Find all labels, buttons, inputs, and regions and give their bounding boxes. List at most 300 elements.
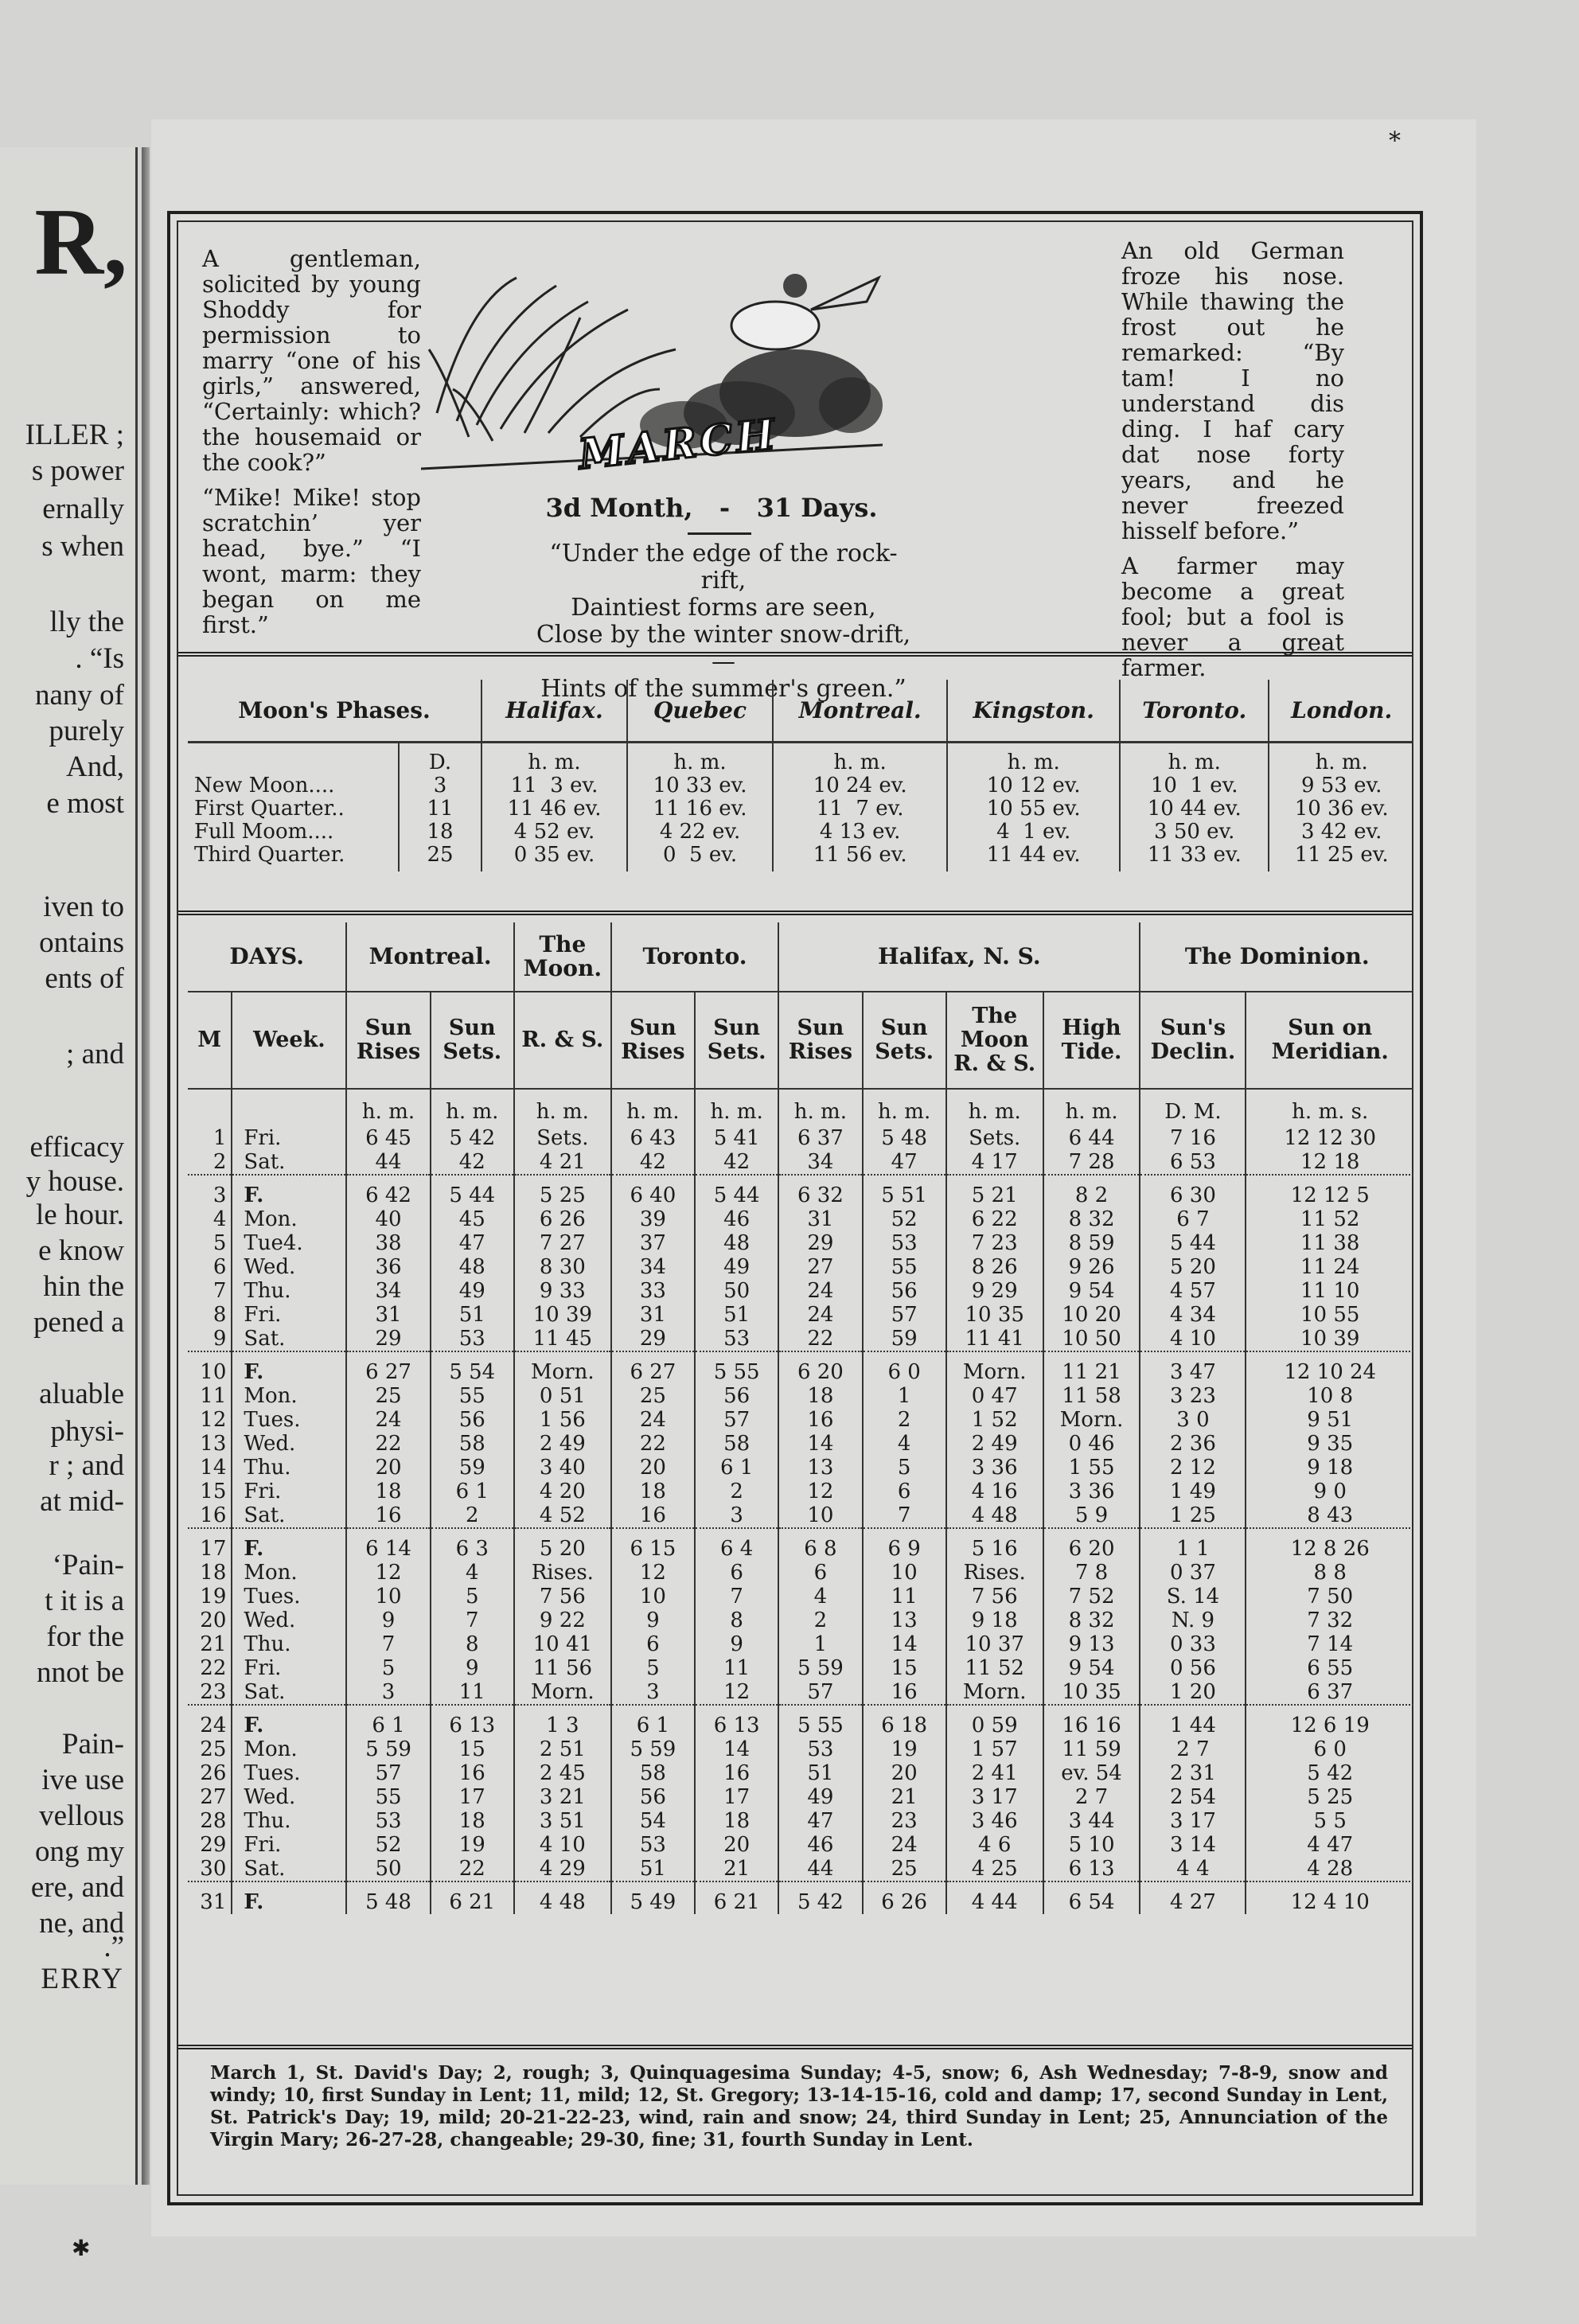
sunrise: 3 — [346, 1680, 430, 1705]
sunrise: 31 — [778, 1207, 862, 1231]
sunrise: 7 — [346, 1632, 430, 1656]
sunrise: 46 — [778, 1833, 862, 1857]
sunset: 17 — [431, 1785, 514, 1809]
high-tide: 9 13 — [1043, 1632, 1140, 1656]
sunset: 5 44 — [695, 1175, 778, 1207]
sunset: 5 48 — [863, 1126, 946, 1150]
sun-on-meridian: 6 55 — [1307, 1656, 1354, 1680]
sunrise: 53 — [346, 1809, 430, 1833]
high-tide: 7 8 — [1043, 1561, 1140, 1585]
moon-rise-set: 1 3 — [514, 1705, 611, 1737]
sunrise: 51 — [611, 1857, 695, 1881]
high-tide: 9 26 — [1043, 1255, 1140, 1279]
city-times — [627, 743, 773, 872]
sunset: 10 — [863, 1561, 946, 1585]
sunset: 6 0 — [863, 1351, 946, 1384]
sun-declination: 1 1 — [1140, 1528, 1246, 1561]
sunrise: 16 — [346, 1503, 430, 1528]
previous-page-text-fragment: e most — [46, 787, 124, 820]
high-tide: 6 20 — [1043, 1528, 1140, 1561]
moon-rise-set: 2 49 — [946, 1432, 1043, 1456]
sun-on-meridian: 5 42 — [1307, 1761, 1354, 1785]
anecdote-paragraph: A gentleman, solicited by young Shoddy for permission to marry “one of his girls,” answered, “Certainly: which? the housemaid or the cook?” — [202, 245, 421, 476]
moon-rise-set: Morn. — [946, 1680, 1043, 1705]
almanac-row — [188, 1809, 1413, 1833]
sunrise: 31 — [611, 1303, 695, 1327]
sunset: 8 — [695, 1608, 778, 1632]
sun-on-meridian: 12 10 24 — [1246, 1351, 1413, 1384]
sun-declination: 2 36 — [1140, 1432, 1246, 1456]
almanac-row — [188, 1150, 1413, 1175]
sunrise: 13 — [778, 1456, 862, 1480]
moon-rise-set: 3 46 — [946, 1809, 1043, 1833]
sunset: 20 — [695, 1833, 778, 1857]
day-number: 8 — [188, 1303, 232, 1327]
almanac-row — [188, 1408, 1413, 1432]
previous-page-text-fragment: ‘Pain- — [52, 1549, 124, 1581]
sun-on-meridian: 12 12 5 — [1246, 1175, 1413, 1207]
sunset: 5 41 — [695, 1126, 778, 1150]
moon-rise-set: 2 45 — [514, 1761, 611, 1785]
almanac-row — [188, 1255, 1413, 1279]
sun-declination: 5 44 — [1140, 1231, 1246, 1255]
march-vignette-illustration — [421, 254, 883, 485]
sunset: 5 55 — [695, 1351, 778, 1384]
previous-page-text-fragment: And, — [66, 751, 124, 783]
section-divider — [178, 910, 1412, 915]
high-tide: 8 2 — [1043, 1175, 1140, 1207]
sunset: 6 18 — [863, 1705, 946, 1737]
sun-on-meridian: 12 4 10 — [1246, 1881, 1413, 1914]
sunset: 59 — [431, 1456, 514, 1480]
unit-label: h. m. — [1007, 751, 1060, 774]
high-tide: 8 32 — [1043, 1608, 1140, 1632]
previous-page-text-fragment: ere, and — [30, 1871, 124, 1904]
sun-declination: 7 16 — [1140, 1126, 1246, 1150]
col-header-sunset: Sun Sets. — [863, 992, 946, 1089]
day-number: 12 — [188, 1408, 232, 1432]
almanac-row — [188, 1303, 1413, 1327]
previous-page-text-fragment: ; and — [66, 1038, 124, 1070]
weekday: Fri. — [232, 1480, 346, 1503]
col-header-sunset: Sun Sets. — [695, 992, 778, 1089]
moon-rise-set: 0 59 — [946, 1705, 1043, 1737]
sun-on-meridian: 6 37 — [1307, 1680, 1354, 1704]
unit-label: h. m. — [778, 1089, 862, 1126]
moon-rise-set: Sets. — [514, 1126, 611, 1150]
sunrise: 6 27 — [346, 1351, 430, 1384]
day-number: 14 — [188, 1456, 232, 1480]
weekday: Mon. — [232, 1737, 346, 1761]
previous-page-text-fragment: ents of — [45, 962, 124, 995]
phases-row — [188, 743, 1413, 872]
sunrise: 6 — [778, 1561, 862, 1585]
unit-label: h. m. — [528, 751, 581, 774]
day-number: 28 — [188, 1809, 232, 1833]
sunrise: 5 59 — [611, 1737, 695, 1761]
sunrise: 6 15 — [611, 1528, 695, 1561]
moon-rise-set: 10 41 — [514, 1632, 611, 1656]
sunrise: 6 40 — [611, 1175, 695, 1207]
sunrise: 22 — [778, 1327, 862, 1351]
weekday: Thu. — [232, 1456, 346, 1480]
sun-declination: 2 54 — [1140, 1785, 1246, 1809]
weekday: F. — [232, 1528, 346, 1561]
sunset: 5 — [863, 1456, 946, 1480]
sunrise: 4 — [778, 1585, 862, 1608]
phase-time: 11 7 ev. — [816, 797, 904, 821]
day-number: 18 — [188, 1561, 232, 1585]
sunrise: 5 59 — [346, 1737, 430, 1761]
moon-rise-set: 1 52 — [946, 1408, 1043, 1432]
sunrise: 6 32 — [778, 1175, 862, 1207]
sunset: 50 — [695, 1279, 778, 1303]
moon-rise-set: 10 39 — [514, 1303, 611, 1327]
almanac-frame — [167, 211, 1423, 2205]
sun-on-meridian: 12 18 — [1300, 1150, 1360, 1174]
phase-time: 10 24 ev. — [813, 774, 907, 797]
sunrise: 38 — [346, 1231, 430, 1255]
sunset: 58 — [431, 1432, 514, 1456]
sunset: 19 — [863, 1737, 946, 1761]
almanac-row — [188, 1503, 1413, 1528]
phase-time: 11 33 ev. — [1147, 843, 1242, 867]
day-number: 15 — [188, 1480, 232, 1503]
sunrise: 14 — [778, 1432, 862, 1456]
sunset: 6 1 — [431, 1480, 514, 1503]
sunset: 16 — [863, 1680, 946, 1705]
almanac-row — [188, 1207, 1413, 1231]
sunrise: 5 — [346, 1656, 430, 1680]
phase-time: 11 3 ev. — [510, 774, 598, 797]
sunrise: 5 49 — [611, 1881, 695, 1914]
sun-on-meridian: 12 8 26 — [1246, 1528, 1413, 1561]
day-number: 7 — [188, 1279, 232, 1303]
col-header-weekday: Week. — [232, 992, 346, 1089]
sun-declination: 0 33 — [1140, 1632, 1246, 1656]
phase-time: 10 33 ev. — [653, 774, 747, 797]
sunrise: 6 37 — [778, 1126, 862, 1150]
sunset: 11 — [431, 1680, 514, 1705]
almanac-row — [188, 1680, 1413, 1705]
phase-name: New Moon.... — [194, 774, 335, 797]
phase-time: 0 5 ev. — [662, 843, 738, 867]
sun-on-meridian: 12 12 30 — [1284, 1126, 1377, 1150]
high-tide: 3 44 — [1043, 1809, 1140, 1833]
sun-on-meridian: 6 0 — [1313, 1737, 1347, 1761]
moon-rise-set: 4 20 — [514, 1480, 611, 1503]
weekday: Wed. — [232, 1608, 346, 1632]
moon-rise-set: 11 56 — [514, 1656, 611, 1680]
sunset: 7 — [695, 1585, 778, 1608]
sunset: 52 — [863, 1207, 946, 1231]
almanac-row — [188, 1632, 1413, 1656]
day-number: 5 — [188, 1231, 232, 1255]
phase-time: 4 13 ev. — [819, 820, 901, 844]
anecdote-paragraph: A farmer may become a great fool; but a fool is never a great farmer. — [1121, 552, 1344, 681]
unit-label: h. m. — [431, 1089, 514, 1126]
phase-time: 10 55 ev. — [986, 797, 1081, 821]
phase-names — [188, 743, 399, 872]
moon-rise-set: 2 49 — [514, 1432, 611, 1456]
weekday: Fri. — [232, 1303, 346, 1327]
phase-time: 11 44 ev. — [986, 843, 1081, 867]
high-tide: 8 59 — [1043, 1231, 1140, 1255]
sun-on-meridian: 7 50 — [1307, 1585, 1354, 1608]
moon-rise-set: 0 47 — [946, 1384, 1043, 1408]
sun-declination: 3 0 — [1140, 1408, 1246, 1432]
city-header: Kingston. — [947, 680, 1120, 743]
col-header-sunrise: Sun Rises — [778, 992, 862, 1089]
group-header-moon: The Moon. — [514, 922, 611, 992]
previous-page-text-fragment: pened a — [33, 1306, 124, 1339]
sunrise: 6 20 — [778, 1351, 862, 1384]
poem-line: Close by the winter snow-drift,— — [536, 621, 911, 676]
sunrise: 6 42 — [346, 1175, 430, 1207]
col-header-sunset: Sun Sets. — [431, 992, 514, 1089]
moon-rise-set: 4 17 — [946, 1150, 1043, 1175]
previous-page-text-fragment: hin the — [43, 1270, 124, 1303]
sunset: 6 26 — [863, 1881, 946, 1914]
city-times — [773, 743, 947, 872]
high-tide: 10 20 — [1043, 1303, 1140, 1327]
moon-rise-set: 1 56 — [514, 1408, 611, 1432]
unit-label: D. — [428, 751, 452, 774]
moon-rise-set: Morn. — [514, 1680, 611, 1705]
sunrise: 31 — [346, 1303, 430, 1327]
sunset: 11 — [695, 1656, 778, 1680]
sunrise: 44 — [346, 1150, 430, 1175]
sun-declination: S. 14 — [1140, 1585, 1246, 1608]
previous-page-text-fragment: Pain- — [61, 1728, 124, 1761]
weekday: Wed. — [232, 1785, 346, 1809]
day-number: 4 — [188, 1207, 232, 1231]
sunrise: 33 — [611, 1279, 695, 1303]
previous-page-text-fragment: ERRY — [41, 1963, 124, 1995]
sunset: 6 13 — [695, 1705, 778, 1737]
high-tide: 10 50 — [1043, 1327, 1140, 1351]
anecdote-paragraph: “Mike! Mike! stop scratchin’ yer head, bye.” “I wont, marm: they began on me first.” — [202, 484, 421, 638]
sunrise: 5 48 — [346, 1881, 430, 1914]
sunrise: 24 — [778, 1279, 862, 1303]
day-number: 2 — [188, 1150, 232, 1175]
poem-line: Daintiest forms are seen, — [571, 594, 876, 622]
sunset: 56 — [431, 1408, 514, 1432]
day-number: 26 — [188, 1761, 232, 1785]
sunset: 59 — [863, 1327, 946, 1351]
sunrise: 12 — [778, 1480, 862, 1503]
previous-page-text-fragment: efficacy — [29, 1131, 124, 1164]
sunrise: 25 — [611, 1384, 695, 1408]
moon-rise-set: 11 52 — [946, 1656, 1043, 1680]
grass-blade — [524, 318, 580, 433]
wind-figure — [731, 274, 879, 349]
sunset: 18 — [695, 1809, 778, 1833]
phase-time: 11 25 ev. — [1294, 843, 1389, 867]
sunrise: 29 — [346, 1327, 430, 1351]
previous-page-text-fragment: vellous — [39, 1800, 124, 1832]
previous-page-text-fragment: purely — [49, 715, 124, 747]
high-tide: 5 10 — [1043, 1833, 1140, 1857]
phase-day: 11 — [427, 797, 454, 821]
group-header-days: DAYS. — [188, 922, 346, 992]
month-banner: MARCH — [575, 409, 781, 479]
high-tide: 5 9 — [1043, 1503, 1140, 1528]
sun-declination: 4 57 — [1140, 1279, 1246, 1303]
sunset: 6 21 — [431, 1881, 514, 1914]
sunrise: 20 — [611, 1456, 695, 1480]
weekday: Tue4. — [232, 1231, 346, 1255]
sun-on-meridian: 9 35 — [1307, 1432, 1354, 1456]
moon-rise-set: 3 36 — [946, 1456, 1043, 1480]
moon-phases-table — [188, 680, 1413, 872]
page-binding — [142, 147, 150, 2185]
right-anecdote — [1121, 238, 1344, 690]
weekday: Fri. — [232, 1656, 346, 1680]
sun-declination: 0 37 — [1140, 1561, 1246, 1585]
sunset: 4 — [431, 1561, 514, 1585]
city-header: Toronto. — [1120, 680, 1269, 743]
sunrise: 10 — [346, 1585, 430, 1608]
unit-label: h. m. — [695, 1089, 778, 1126]
sunrise: 55 — [346, 1785, 430, 1809]
moon-rise-set: 9 29 — [946, 1279, 1043, 1303]
sunrise: 42 — [611, 1150, 695, 1175]
weekday: Fri. — [232, 1833, 346, 1857]
sunrise: 6 — [611, 1632, 695, 1656]
sun-on-meridian: 11 24 — [1300, 1255, 1360, 1279]
moon-rise-set: 4 10 — [514, 1833, 611, 1857]
sunset: 24 — [863, 1833, 946, 1857]
sun-on-meridian: 4 28 — [1307, 1857, 1354, 1881]
sunrise: 6 43 — [611, 1126, 695, 1150]
sunset: 49 — [695, 1255, 778, 1279]
grass-blade — [429, 349, 469, 437]
sunset: 7 — [863, 1503, 946, 1528]
moon-rise-set: 11 45 — [514, 1327, 611, 1351]
sunset: 42 — [431, 1150, 514, 1175]
col-header-sunrise: Sun Rises — [346, 992, 430, 1089]
sunrise: 6 1 — [346, 1705, 430, 1737]
phase-day: 3 — [433, 774, 447, 797]
previous-page-text-fragment: s when — [41, 530, 124, 563]
sunrise: 50 — [346, 1857, 430, 1881]
previous-page-text-fragment: ILLER ; — [25, 419, 124, 451]
almanac-row — [188, 1279, 1413, 1303]
moon-rise-set: Rises. — [514, 1561, 611, 1585]
sunset: 6 3 — [431, 1528, 514, 1561]
sun-on-meridian: 9 51 — [1307, 1408, 1354, 1432]
weekday: F. — [232, 1705, 346, 1737]
sunset: 5 54 — [431, 1351, 514, 1384]
moon-rise-set: 4 48 — [514, 1881, 611, 1914]
moon-rise-set: 6 22 — [946, 1207, 1043, 1231]
moon-rise-set: 2 41 — [946, 1761, 1043, 1785]
day-number: 31 — [188, 1881, 232, 1914]
sunrise: 2 — [778, 1608, 862, 1632]
poem-line: Hints of the summer's green.” — [540, 675, 906, 703]
sun-declination: 2 31 — [1140, 1761, 1246, 1785]
sun-declination: 4 10 — [1140, 1327, 1246, 1351]
almanac-row — [188, 1528, 1413, 1561]
previous-page-strip — [0, 147, 138, 2185]
high-tide: Morn. — [1043, 1408, 1140, 1432]
unit-label: h. m. — [1043, 1089, 1140, 1126]
sunset: 4 — [863, 1432, 946, 1456]
sunrise: 22 — [611, 1432, 695, 1456]
sun-declination: 4 34 — [1140, 1303, 1246, 1327]
sunrise: 5 59 — [778, 1656, 862, 1680]
sunrise: 54 — [611, 1809, 695, 1833]
sun-declination: 5 20 — [1140, 1255, 1246, 1279]
group-header-toronto: Toronto. — [611, 922, 779, 992]
sunset: 57 — [863, 1303, 946, 1327]
sun-declination: 4 27 — [1140, 1881, 1246, 1914]
almanac-row — [188, 1881, 1413, 1914]
sunrise: 16 — [611, 1503, 695, 1528]
sunset: 55 — [431, 1384, 514, 1408]
weekday: Tues. — [232, 1408, 346, 1432]
phase-time: 10 1 ev. — [1150, 774, 1238, 797]
sun-on-meridian: 12 6 19 — [1246, 1705, 1413, 1737]
sunset: 9 — [695, 1632, 778, 1656]
high-tide: ev. 54 — [1043, 1761, 1140, 1785]
moon-rise-set: 11 41 — [946, 1327, 1043, 1351]
sunrise: 37 — [611, 1231, 695, 1255]
weekday: Mon. — [232, 1561, 346, 1585]
weekday: F. — [232, 1175, 346, 1207]
previous-page-text-fragment: at mid- — [40, 1485, 124, 1518]
previous-page-text-fragment: s power — [31, 454, 124, 487]
sunrise: 24 — [778, 1303, 862, 1327]
sunset: 12 — [695, 1680, 778, 1705]
sunrise: 6 8 — [778, 1528, 862, 1561]
sunset: 5 44 — [431, 1175, 514, 1207]
moon-rise-set: 4 16 — [946, 1480, 1043, 1503]
sunset: 9 — [431, 1656, 514, 1680]
sun-declination: 2 12 — [1140, 1456, 1246, 1480]
previous-page-text-fragment: r ; and — [49, 1449, 124, 1482]
section-divider — [178, 652, 1412, 657]
unit-label — [188, 1089, 232, 1126]
group-header-halifax: Halifax, N. S. — [778, 922, 1140, 992]
almanac-row — [188, 1656, 1413, 1680]
sun-declination: 2 7 — [1140, 1737, 1246, 1761]
weekday: Wed. — [232, 1432, 346, 1456]
sun-on-meridian: 5 25 — [1307, 1785, 1354, 1809]
sun-declination: 1 49 — [1140, 1480, 1246, 1503]
sunset: 7 — [431, 1608, 514, 1632]
sunset: 46 — [695, 1207, 778, 1231]
col-header-high-tide: High Tide. — [1043, 992, 1140, 1089]
sunset: 13 — [863, 1608, 946, 1632]
moon-rise-set: 4 21 — [514, 1150, 611, 1175]
sunrise: 25 — [346, 1384, 430, 1408]
previous-page-text-fragment: ive use — [41, 1764, 124, 1796]
phase-time: 4 52 ev. — [513, 820, 595, 844]
sunrise: 53 — [778, 1737, 862, 1761]
day-number: 10 — [188, 1351, 232, 1384]
sunset: 19 — [431, 1833, 514, 1857]
high-tide: 10 35 — [1043, 1680, 1140, 1705]
high-tide: 11 58 — [1043, 1384, 1140, 1408]
sunrise: 10 — [611, 1585, 695, 1608]
day-number: 25 — [188, 1737, 232, 1761]
sunrise: 22 — [346, 1432, 430, 1456]
previous-page-text-fragment: for the — [46, 1620, 124, 1653]
sunrise: 16 — [778, 1408, 862, 1432]
moon-rise-set: 9 33 — [514, 1279, 611, 1303]
